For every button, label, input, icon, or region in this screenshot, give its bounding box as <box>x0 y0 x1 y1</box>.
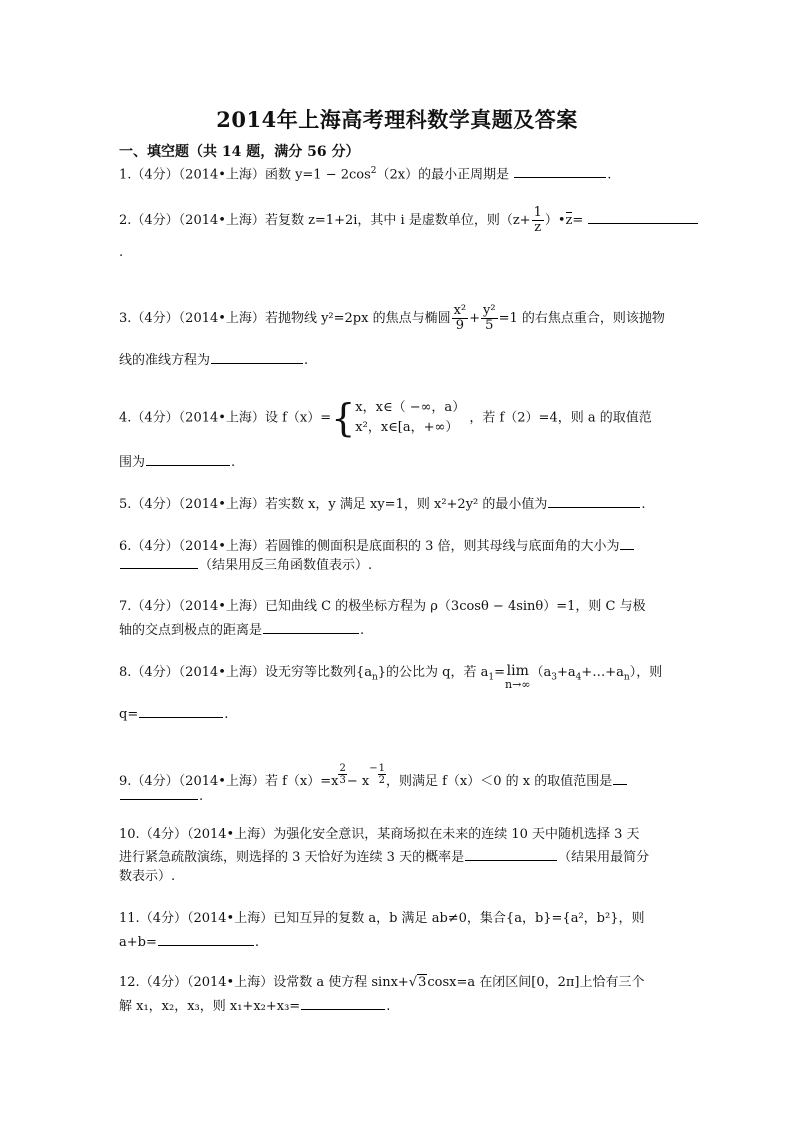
answer-blank <box>120 786 198 800</box>
question-11: 11.（4分）（2014•上海）已知互异的复数 a，b 满足 ab≠0，集合{a，b}={a²，b²}，则 <box>119 911 645 926</box>
question-12: 12.（4分）（2014•上海）设常数 a 使方程 sinx+√3cosx=a 在闭区间[0，2π]上恰有三个 <box>119 975 645 990</box>
page-title: 2014年上海高考理科数学真题及答案 <box>216 107 578 132</box>
answer-blank <box>263 620 359 634</box>
square-root: √3 <box>408 975 427 990</box>
answer-blank <box>120 555 198 569</box>
answer-blank <box>588 210 698 224</box>
question-source: （4分）（2014•上海） <box>131 167 265 183</box>
question-6: 6.（4分）（2014•上海）若圆锥的侧面积是底面积的 3 倍，则其母线与底面角的大小为 <box>119 536 635 556</box>
fraction: $\frac{\text{y²}}{5}$ <box>483 303 496 333</box>
answer-blank <box>211 350 303 364</box>
answer-blank <box>139 704 223 718</box>
answer-blank <box>465 847 557 861</box>
piecewise-cases: x，x∈（ −∞，a） x²，x∈[a，+∞） <box>355 400 466 435</box>
document-page: 2014年上海高考理科数学真题及答案 一、填空题（共 14 题，满分 56 分） 1.（4分）（2014•上海）函数 $y=1 - 2\cos^2(2x)$的最小正周期是 . 2.（4分）（2014•上海）若复数 z=1+2i，其中 i 是虚数单位，则（z+ $\frac{1}{z}$ ）•z= . 3.（4分）（2014•上海）若抛物线 y²=2px 的焦点与椭圆 $\frac{\text{x²}}{9}$ + $\frac{\text{y²}}{5}$ =1 的右焦点重合，则该抛物 线的准线方程为 . 4.（4分）（2014•上海）设 f（x）={ x，x∈（ −∞，a） x²，x∈[a，+∞） ，若 f（2）=4，则 a 的取值范 围为 . 5.（4分）（2014•上海）若实数 x，y 满足 xy=1，则 x²+2y² 的最小值为 . 6.（4分）（2014•上海）若圆锥的侧面积是底面积的 3 倍，则其母线与底面角的大小为 （结果用反三角函数值表示）. 7.（4分）（2014•上海）已知曲线 C 的极坐标方程为 ρ（3cosθ − 4sinθ）=1，则 C 与极 轴的交点到极点的距离是 . 8.（4分）（2014•上海）设无穷等比数列$\{a_n\}$的公比为 q，若 $a_1=$ lim n→∞ $(a_3+a_4+\dots+a_n)$，则 q= . 9.（4分）（2014•上海）若 f（x）=x $\frac{2}{3}$ − x− $\frac{1}{2}$ ，则满足 f（x）＜0 的 x 的取值范围是 . 10.（4分）（2014•上海）为强化安全意识，某商场拟在未来的连续 10 天中随机选择 3 天 进行紧急疏散演练，则选择的 3 天恰好为连续 3 天的概率是 （结果用最简分 数表示）. 11.（4分）（2014•上海）已知互异的复数 a，b 满足 ab≠0，集合{a，b}={a²，b²}，则 a+b= . 12.（4分）（2014•上海）设常数 a 使方程 sinx+√3cosx=a 在闭区间[0，2π]上恰有三个 解 x₁，x₂，x₃，则 x₁+x₂+x₃= . <box>0 0 794 1123</box>
question-2: 2.（4分）（2014•上海）若复数 z=1+2i，其中 i 是虚数单位，则（z+ $\frac{1}{z}$ ）•z= <box>119 206 699 235</box>
fraction: $\frac{1}{z}$ <box>533 205 542 235</box>
fraction: $\frac{\text{x²}}{9}$ <box>453 303 467 333</box>
limit-notation: lim n→∞ <box>505 663 531 691</box>
question-1: 1.（4分）（2014•上海）函数 $y=1 - 2\cos^2(2x)$的最小正周期是 . <box>119 166 612 183</box>
exponent-fraction: $\frac{2}{3}$ <box>339 763 346 786</box>
question-8: 8.（4分）（2014•上海）设无穷等比数列$\{a_n\}$的公比为 q，若 $a_1=$ lim n→∞ $(a_3+a_4+\dots+a_n)$，则 <box>119 663 663 691</box>
brace-symbol: { <box>331 396 356 440</box>
answer-blank <box>158 932 254 946</box>
answer-blank <box>301 996 385 1010</box>
question-9: 9.（4分）（2014•上海）若 f（x）=x $\frac{2}{3}$ − x− $\frac{1}{2}$ ，则满足 f（x）＜0 的 x 的取值范围是 <box>119 760 628 791</box>
answer-blank <box>146 452 230 466</box>
question-4: 4.（4分）（2014•上海）设 f（x）={ x，x∈（ −∞，a） x²，x∈[a，+∞） ，若 f（2）=4，则 a 的取值范 <box>119 396 652 440</box>
question-3: 3.（4分）（2014•上海）若抛物线 y²=2px 的焦点与椭圆 $\frac{\text{x²}}{9}$ + $\frac{\text{y²}}{5}$ =1 的右焦点重合，则该抛物 <box>119 303 665 333</box>
question-7: 7.（4分）（2014•上海）已知曲线 C 的极坐标方程为 ρ（3cosθ − 4sinθ）=1，则 C 与极 <box>119 599 646 614</box>
question-10: 10.（4分）（2014•上海）为强化安全意识，某商场拟在未来的连续 10 天中随机选择 3 天 <box>119 827 640 842</box>
question-5: 5.（4分）（2014•上海）若实数 x，y 满足 xy=1，则 x²+2y² 的最小值为 . <box>119 494 646 514</box>
answer-blank <box>548 494 640 508</box>
exponent-fraction: $\frac{1}{2}$ <box>378 763 385 786</box>
answer-blank <box>514 164 606 178</box>
section-heading: 一、填空题（共 14 题，满分 56 分） <box>119 144 360 160</box>
